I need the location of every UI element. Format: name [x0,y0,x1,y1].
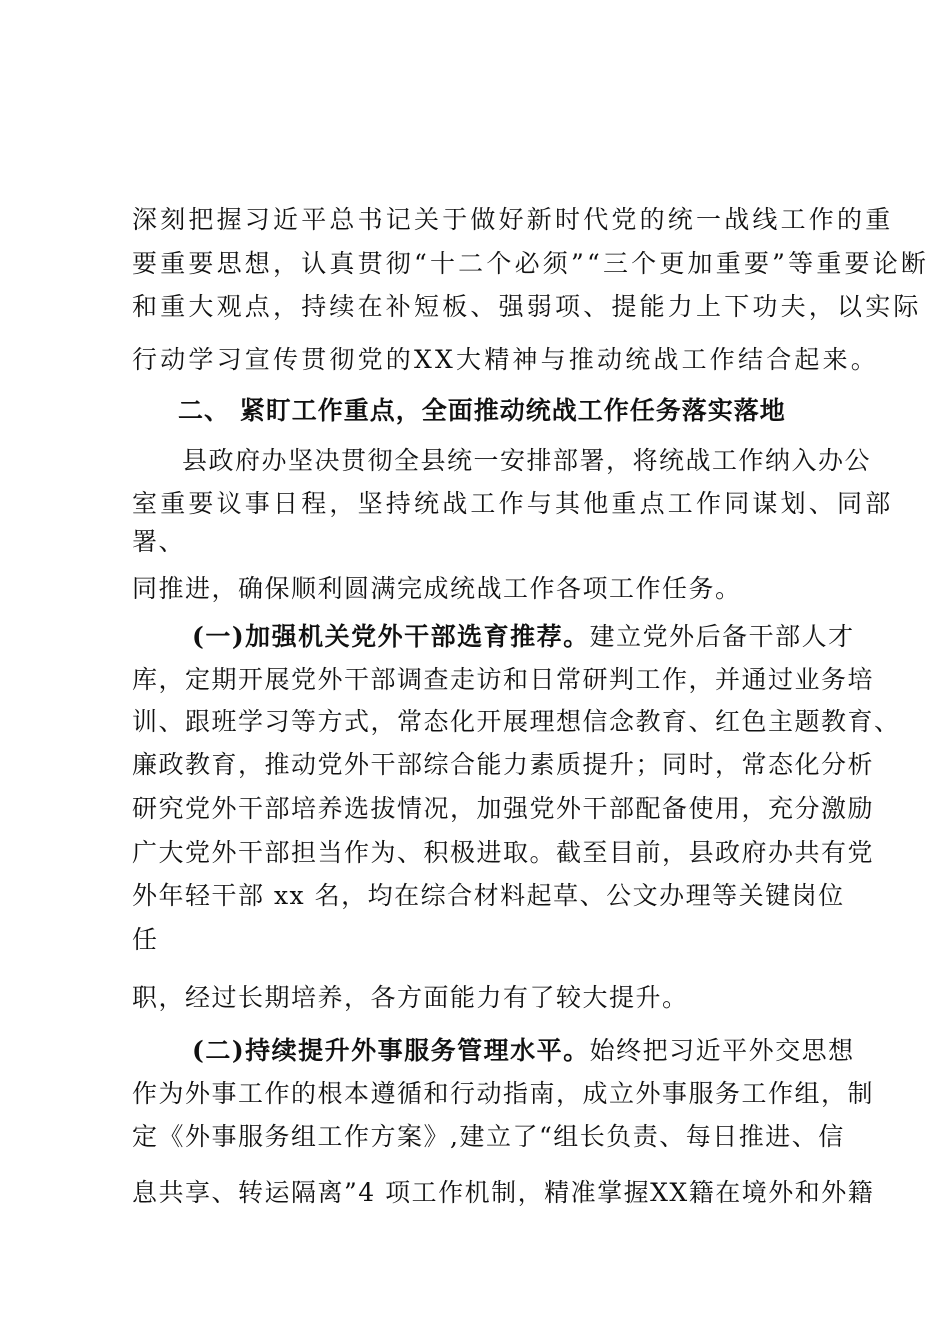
body-line-7: 署、 [132,527,186,556]
body-line-3: 和重大观点，持续在补短板、强弱项、提能力上下功夫，以实际 [132,292,922,321]
body-line-10: 训、跟班学习等方式，常态化开展理想信念教育、红色主题教育、 [132,707,901,736]
body-line-2: 要重要思想，认真贯彻“十二个必须”“三个更加重要”等重要论断 [132,249,930,278]
body-line-19: 息共享、转运隔离”4 项工作机制，精准掌握XX籍在境外和外籍 [132,1178,875,1207]
body-line-1: 深刻把握习近平总书记关于做好新时代党的统一战线工作的重 [132,205,894,234]
body-line-18: 定《外事服务组工作方案》,建立了“组长负责、每日推进、信 [132,1122,845,1151]
body-line-17: 作为外事工作的根本遵循和行动指南，成立外事服务工作组，制 [132,1079,875,1108]
body-line-4: 行动学习宣传贯彻党的XX大精神与推动统战工作结合起来。 [132,345,879,374]
subsection-title-2: (二)持续提升外事服务管理水平。 [192,1036,590,1065]
section-heading-2: 二、 紧盯工作重点，全面推动统战工作任务落实落地 [178,396,786,425]
subsection-text-2: 始终把习近平外交思想 [589,1036,855,1065]
subsection-text-1: 建立党外后备干部人才 [589,622,855,651]
subsection-title-1: (一)加强机关党外干部选育推荐。 [192,622,590,651]
subsection-line-2 [192,1036,855,1066]
body-line-6: 室重要议事日程，坚持统战工作与其他重点工作同谋划、同部 [132,489,894,518]
body-line-11: 廉政教育，推动党外干部综合能力素质提升；同时，常态化分析 [132,750,875,779]
body-line-9: 库，定期开展党外干部调查走访和日常研判工作，并通过业务培 [132,665,875,694]
body-line-13: 广大党外干部担当作为、积极进取。截至目前，县政府办共有党 [132,838,875,867]
body-line-12: 研究党外干部培养选拔情况，加强党外干部配备使用，充分激励 [132,794,875,823]
body-line-16: 职，经过长期培养，各方面能力有了较大提升。 [132,983,689,1012]
body-line-14: 外年轻干部 xx 名，均在综合材料起草、公文办理等关键岗位 [132,881,845,910]
body-line-15: 任 [132,925,159,954]
body-line-8: 同推进，确保顺利圆满完成统战工作各项工作任务。 [132,574,742,603]
subsection-line-1 [192,622,855,652]
body-line-5: 县政府办坚决贯彻全县统一安排部署，将统战工作纳入办公 [182,446,872,475]
